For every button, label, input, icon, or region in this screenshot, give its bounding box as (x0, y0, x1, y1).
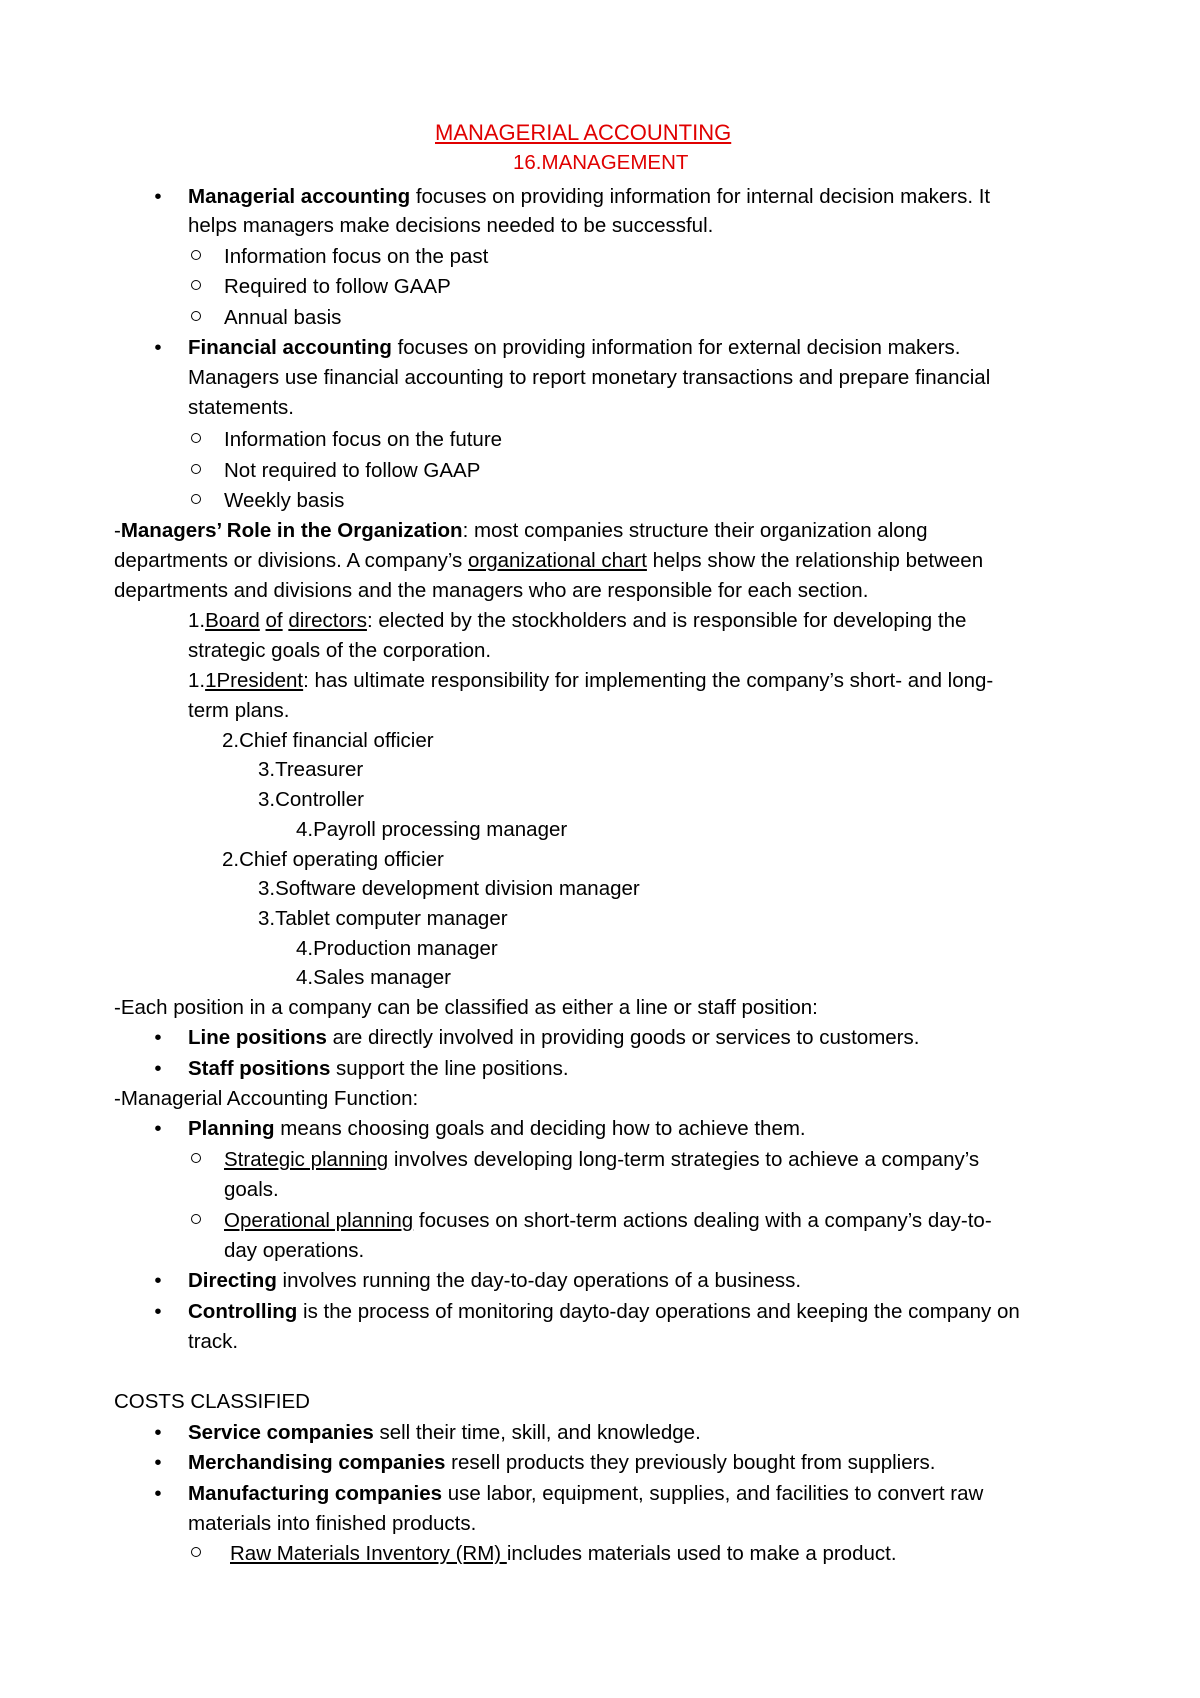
bullet-icon: • (154, 1026, 162, 1049)
number: 1. (188, 669, 206, 692)
text: : elected by the stockholders and is responsible for developing the (366, 609, 967, 632)
controlling-item-cont: track. (188, 1330, 239, 1353)
text: departments or divisions. A company’s (114, 549, 468, 572)
term: directors (288, 609, 367, 632)
term: Staff positions (188, 1057, 331, 1080)
circle-bullet-icon (191, 311, 201, 321)
managerial-accounting-item-cont: helps managers make decisions needed to be successful. (188, 214, 714, 237)
org-item: 2.Chief operating officier (222, 848, 444, 871)
org-item: 3.Controller (258, 788, 364, 811)
term: Raw Materials Inventory (RM) (230, 1542, 507, 1565)
number: 1. (188, 609, 206, 632)
organizational-chart-term: organizational chart (468, 549, 647, 572)
prefix: - (114, 519, 121, 542)
text: sell their time, skill, and knowledge. (373, 1421, 701, 1444)
term: Manufacturing companies (188, 1482, 443, 1505)
costs-heading: COSTS CLASSIFIED (114, 1390, 310, 1413)
bullet-icon: • (154, 185, 162, 208)
term: Financial accounting (188, 336, 392, 359)
bullet-icon: • (154, 1057, 162, 1080)
term: Directing (188, 1269, 277, 1292)
managerial-accounting-item (188, 182, 990, 212)
text: helps show the relationship between (646, 549, 984, 572)
strategic-planning-item (224, 1145, 979, 1175)
bullet-icon: • (154, 1300, 162, 1323)
positions-intro: -Each position in a company can be classified as either a line or staff position: (114, 996, 818, 1019)
term: Merchandising companies (188, 1451, 446, 1474)
line-positions-item (188, 1023, 919, 1053)
financial-accounting-item-cont: statements. (188, 396, 294, 419)
bullet-icon: • (154, 1269, 162, 1292)
text: involves running the day-to-day operations of a business. (276, 1269, 802, 1292)
org-item: 3.Treasurer (258, 758, 364, 781)
text: resell products they previously bought from suppliers. (445, 1451, 936, 1474)
sub-item: Required to follow GAAP (224, 275, 451, 298)
circle-bullet-icon (191, 494, 201, 504)
roles-paragraph-cont (114, 546, 983, 576)
text: is the process of monitoring dayto-day operations and keeping the company on (297, 1300, 1020, 1323)
text: focuses on providing information for external decision makers. (391, 336, 961, 359)
financial-accounting-item (188, 333, 960, 363)
text: focuses on providing information for internal decision makers. It (410, 185, 991, 208)
circle-bullet-icon (191, 433, 201, 443)
president-item (188, 666, 993, 696)
document-title: MANAGERIAL ACCOUNTING (435, 120, 732, 145)
text: means choosing goals and deciding how to achieve them. (274, 1117, 806, 1140)
circle-bullet-icon (191, 280, 201, 290)
term: Controlling (188, 1300, 298, 1323)
bullet-icon: • (154, 1451, 162, 1474)
circle-bullet-icon (191, 1214, 201, 1224)
text: : has ultimate responsibility for implementing the company’s short- and long- (303, 669, 994, 692)
president-item-cont: term plans. (188, 699, 290, 722)
term: Operational planning (224, 1209, 414, 1232)
financial-accounting-item-cont: Managers use financial accounting to report monetary transactions and prepare financial (188, 366, 991, 389)
term: Managerial accounting (188, 185, 411, 208)
term: Service companies (188, 1421, 374, 1444)
org-item: 4.Payroll processing manager (296, 818, 568, 841)
board-of-directors-item-cont: strategic goals of the corporation. (188, 639, 492, 662)
text: are directly involved in providing goods or services to customers. (326, 1026, 920, 1049)
text: : most companies structure their organization along (462, 519, 928, 542)
text: use labor, equipment, supplies, and facilities to convert raw (442, 1482, 984, 1505)
strategic-planning-item-cont: goals. (224, 1178, 279, 1201)
term: Strategic planning (224, 1148, 389, 1171)
bullet-icon: • (154, 1117, 162, 1140)
text: includes materials used to make a product. (506, 1542, 897, 1565)
term: Board (205, 609, 260, 632)
raw-materials-item (230, 1539, 897, 1569)
org-item: 4.Production manager (296, 937, 498, 960)
functions-intro: -Managerial Accounting Function: (114, 1087, 419, 1110)
document-subtitle: 16.MANAGEMENT (513, 151, 689, 174)
sub-item: Not required to follow GAAP (224, 459, 481, 482)
sub-item: Annual basis (224, 306, 342, 329)
bullet-icon: • (154, 336, 162, 359)
org-item: 3.Tablet computer manager (258, 907, 508, 930)
manufacturing-companies-item (188, 1479, 983, 1509)
term: 1President (205, 669, 304, 692)
operational-planning-item-cont: day operations. (224, 1239, 365, 1262)
org-item: 3.Software development division manager (258, 877, 640, 900)
controlling-item (188, 1297, 1020, 1327)
circle-bullet-icon (191, 250, 201, 260)
term: Managers’ Role in the Organization (120, 519, 463, 542)
sub-item: Information focus on the past (224, 245, 489, 268)
bullet-icon: • (154, 1421, 162, 1444)
text: involves developing long-term strategies to achieve a company’s (388, 1148, 980, 1171)
term: of (265, 609, 283, 632)
merchandising-companies-item (188, 1448, 935, 1478)
term: Line positions (188, 1026, 327, 1049)
directing-item (188, 1266, 801, 1296)
roles-paragraph-cont: departments and divisions and the managers who are responsible for each section. (114, 579, 869, 602)
bullet-icon: • (154, 1482, 162, 1505)
text: focuses on short-term actions dealing with a company’s day-to- (413, 1209, 992, 1232)
board-of-directors-item (188, 606, 966, 636)
sub-item: Information focus on the future (224, 428, 503, 451)
roles-paragraph (114, 516, 927, 546)
circle-bullet-icon (191, 464, 201, 474)
term: Planning (188, 1117, 275, 1140)
manufacturing-companies-item-cont: materials into finished products. (188, 1512, 477, 1535)
service-companies-item (188, 1418, 701, 1448)
circle-bullet-icon (191, 1547, 201, 1557)
org-item: 2.Chief financial officier (222, 729, 434, 752)
operational-planning-item (224, 1206, 992, 1236)
staff-positions-item (188, 1054, 569, 1084)
org-item: 4.Sales manager (296, 966, 451, 989)
planning-item (188, 1114, 806, 1144)
sub-item: Weekly basis (224, 489, 345, 512)
text: support the line positions. (330, 1057, 569, 1080)
circle-bullet-icon (191, 1153, 201, 1163)
